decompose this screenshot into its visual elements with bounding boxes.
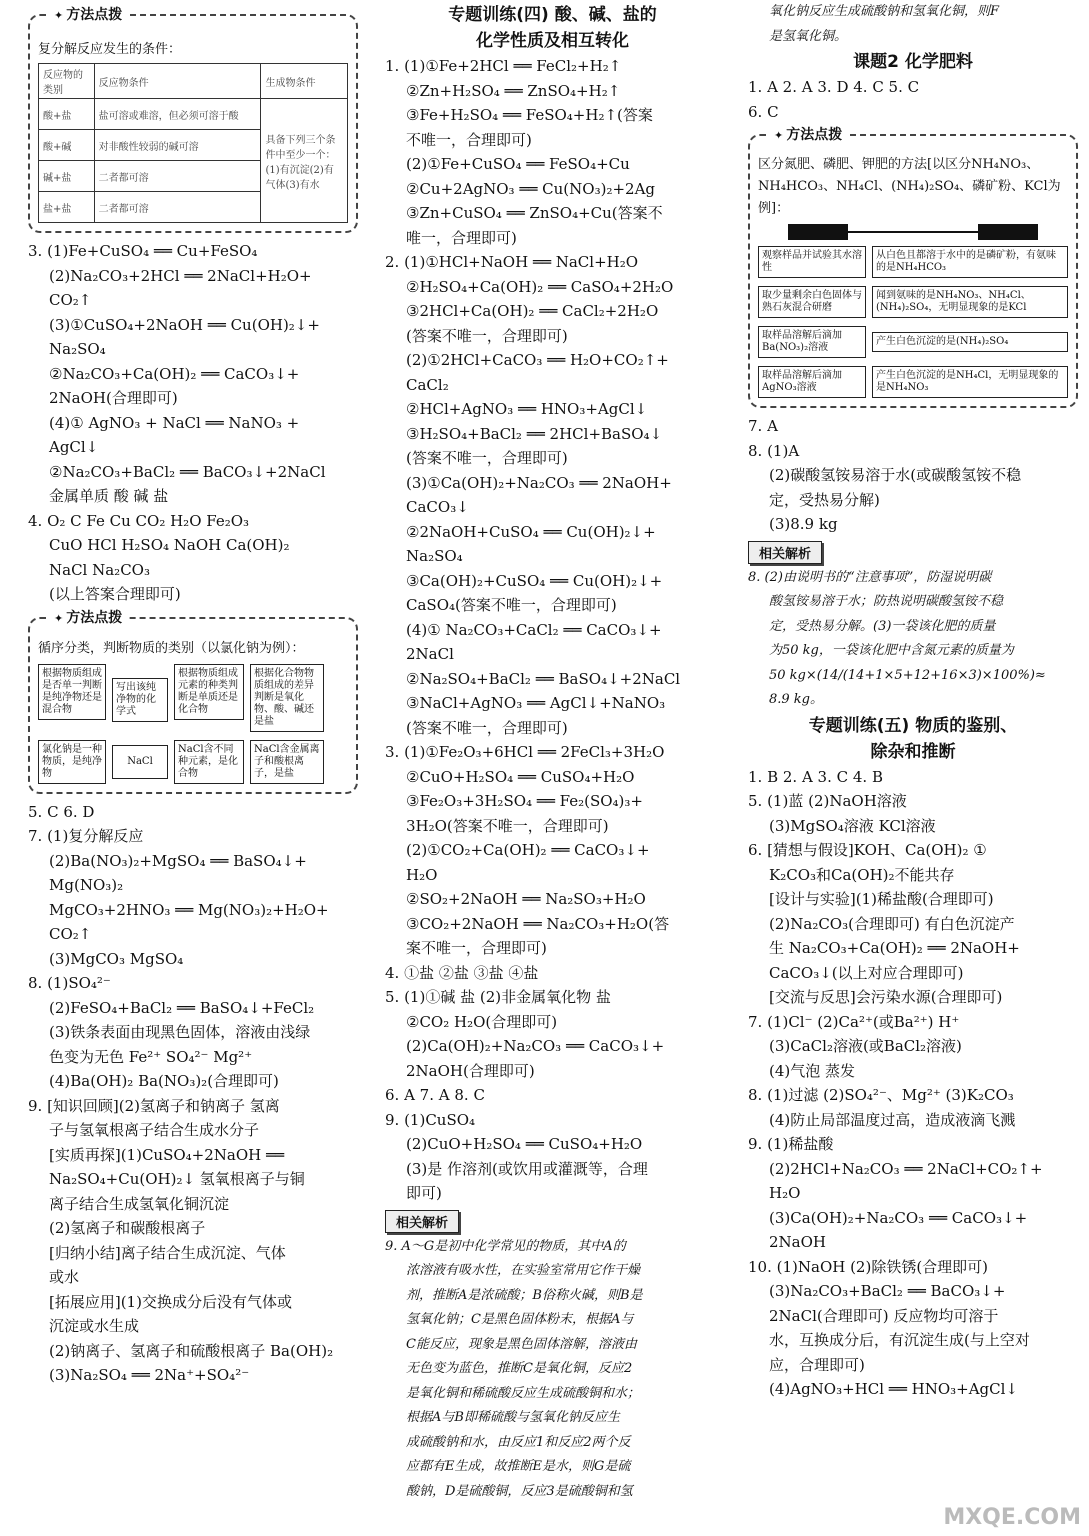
answer-line: 4. ①盐 ②盐 ③盐 ④盐 [385, 963, 539, 982]
answer-line: ②CO₂ H₂O(合理即可) [406, 1012, 558, 1031]
answer-line: [交流与反思]会污染水源(合理即可) [769, 988, 1003, 1006]
method-tip-box-2 [28, 609, 358, 794]
answer-line: ②Cu+2AgNO₃ ══ Cu(NO₃)₂+2Ag [406, 179, 656, 198]
answer-line: (3)①CuSO₄+2NaOH ══ Cu(OH)₂↓+ [49, 315, 320, 334]
answer-line: Na₂SO₄+Cu(OH)₂↓ 氢氧根离子与铜 [49, 1170, 305, 1188]
answer-line: (2)钠离子、氢离子和硫酸根离子 Ba(OH)₂ [49, 1341, 334, 1360]
method-tip-intro: 循序分类，判断物质的类别（以氯化钠为例）： [38, 640, 305, 656]
answer-line: [设计与实验](1)稀盐酸(合理即可) [769, 890, 994, 908]
answer-line: (2)FeSO₄+BaCl₂ ══ BaSO₄↓+FeCl₂ [49, 998, 315, 1017]
table-cell: 生成物条件 [261, 64, 348, 99]
answer-line: 2. (1)①HCl+NaOH ══ NaCl+H₂O [385, 253, 639, 271]
answer-line: 7. (1)Cl⁻ (2)Ca²⁺(或Ba²⁺) H⁺ [748, 1012, 960, 1031]
section-heading: 课题2 化学肥料 [853, 52, 973, 72]
answer-line: 或水 [49, 1268, 80, 1286]
answer-line: (4)① AgNO₃ + NaCl ══ NaNO₃ + [49, 413, 300, 432]
answer-line: (2)①2HCl+CaCO₃ ══ H₂O+CO₂↑+ [406, 351, 669, 369]
analysis-line: 根据A与B即稀硫酸与氢氧化钠反应生 [406, 1410, 620, 1425]
answer-line: (2)Na₂CO₃+2HCl ══ 2NaCl+H₂O+ [49, 266, 312, 285]
answer-line: 生 Na₂CO₃+Ca(OH)₂ ══ 2NaOH+ [769, 939, 1020, 957]
answer-line: ③2HCl+Ca(OH)₂ ══ CaCl₂+2H₂O [406, 302, 659, 320]
connector-line [848, 231, 978, 240]
flow-step: 根据物质组成是否单一判断是纯净物还是混合物 [38, 664, 106, 720]
answer-line: 色变为无色 Fe²⁺ SO₄²⁻ Mg²⁺ [49, 1047, 253, 1066]
result-box: 产生白色沉淀的是(NH₄)₂SO₄ [872, 332, 1068, 352]
flow-result: NaCl含金属离子和酸根离子，是盐 [250, 740, 324, 784]
answer-line: Na₂SO₄ [49, 340, 106, 358]
analysis-line: C能反应，现象是黑色固体溶解，溶液由 [406, 1336, 637, 1352]
table-cell: 酸+盐 [39, 99, 95, 130]
answer-line: ③NaCl+AgNO₃ ══ AgCl↓+NaNO₃ [406, 694, 666, 712]
answer-line: NaCl Na₂CO₃ [49, 560, 150, 579]
answer-line: H₂O [769, 1184, 801, 1202]
answer-line: 1. A 2. A 3. D 4. C 5. C [748, 78, 920, 96]
answer-line: 金属单质 酸 碱 盐 [49, 487, 169, 505]
answers-block-5-9 [28, 800, 358, 1388]
analysis-line: 8.9 kg。 [769, 692, 824, 707]
answer-line: ③Zn+CuSO₄ ══ ZnSO₄+Cu(答案不 [406, 204, 663, 222]
answer-line: CO₂↑ [49, 291, 92, 309]
answer-line: 3. (1)Fe+CuSO₄ ══ Cu+FeSO₄ [28, 242, 258, 260]
fertilizer-step-row [758, 326, 1068, 358]
answers-block-3-4 [28, 239, 358, 607]
method-tip-title: ✦ 方法点拨 [48, 4, 128, 24]
flow-step: 根据化合物物质组成的差异判断是氧化物、酸、碱还是盐 [250, 664, 324, 732]
answer-line: 即可) [406, 1184, 442, 1202]
analysis-line: 9. A～G是初中化学常见的物质，其中A的 [385, 1238, 626, 1254]
analysis-line: 氧化钠反应生成硫酸钠和氢氧化铜，则F [769, 4, 1000, 19]
answer-line: 6. [猜想与假设]KOH、Ca(OH)₂ ① [748, 841, 987, 859]
answer-line: 1. B 2. A 3. C 4. B [748, 767, 883, 786]
answer-line: (3)①Ca(OH)₂+Na₂CO₃ ══ 2NaOH+ [406, 473, 672, 492]
method-tip-box-3 [748, 127, 1078, 408]
analysis-line: 8. (2)由说明书的“注意事项”，防湿说明碳 [748, 569, 992, 585]
answer-line: CaCO₃↓ [406, 498, 469, 516]
result-box: 闻到氨味的是NH₄NO₃、NH₄Cl、(NH₄)₂SO₄，无明显现象的是KCl [872, 286, 1068, 318]
section-heading: 除杂和推断 [870, 741, 956, 762]
answer-line: 7. A [748, 417, 778, 435]
flow-result: 氯化钠是一种物质，是纯净物 [38, 740, 106, 784]
method-tip-title: ✦ 方法点拨 [768, 124, 848, 144]
classification-flow-results [38, 740, 348, 784]
analysis-line: 酸氢铵易溶于水；防热说明碳酸氢铵不稳 [769, 594, 1004, 609]
answer-line: (3)Na₂SO₄ ══ 2Na⁺+SO₄²⁻ [49, 1366, 250, 1384]
analysis-continued [748, 0, 1078, 49]
answer-line: 沉淀或水生成 [49, 1317, 140, 1335]
section-heading: 专题训练(五) 物质的鉴别、 [808, 715, 1018, 736]
column-3 [748, 0, 1078, 1402]
table-cell: 二者都可溶 [94, 192, 261, 223]
analysis-line: 定，受热易分解。(3)一袋该化肥的质量 [769, 618, 996, 634]
answer-line: (3)8.9 kg [769, 515, 838, 533]
answer-line: 9. (1)CuSO₄ [385, 1110, 476, 1129]
method-tip-intro: 区分氮肥、磷肥、钾肥的方法[以区分NH₄NO₃、NH₄HCO₃、NH₄Cl、(NH₄)₂SO₄、磷矿粉、KCl为例]： [758, 157, 1061, 216]
sparkle-icon: ✦ [54, 611, 64, 625]
analysis-line: 浓溶液有吸水性，在实验室常用它作干燥 [406, 1263, 641, 1278]
answer-line: [归纳小结]离子结合生成沉淀、气体 [49, 1243, 286, 1262]
answer-line: (4)防止局部温度过高，造成液滴飞溅 [769, 1110, 1016, 1129]
table-cell: 反应物的类别 [39, 64, 95, 99]
answer-line: ②H₂SO₄+Ca(OH)₂ ══ CaSO₄+2H₂O [406, 277, 674, 296]
analysis-block [385, 1235, 720, 1505]
answer-line: (3)MgSO₄溶液 KCl溶液 [769, 816, 936, 835]
answer-line: 2NaOH(合理即可) [49, 389, 178, 407]
answer-line: (以上答案合理即可) [49, 585, 181, 603]
table-cell: 反应物条件 [94, 64, 261, 99]
answer-line: 2NaOH [769, 1233, 826, 1251]
analysis-line: 应都有E生成，故推断E是水，则G是硫 [406, 1459, 631, 1474]
answer-line: CaSO₄(答案不唯一，合理即可) [406, 596, 617, 614]
answer-line: (4)① Na₂CO₃+CaCl₂ ══ CaCO₃↓+ [406, 620, 662, 639]
answer-line: (3)铁条表面由现黑色固体，溶液由浅绿 [49, 1023, 311, 1041]
answer-line: 6. C [748, 102, 779, 121]
analysis-line: 剂，推断A是浓硫酸；B俗称火碱，则B是 [406, 1287, 643, 1303]
answer-line: (3)Na₂CO₃+BaCl₂ ══ BaCO₃↓+ [769, 1282, 1006, 1300]
answer-line: 3H₂O(答案不唯一，合理即可) [406, 816, 609, 835]
flow-step: 根据物质组成元素的种类判断是单质还是化合物 [174, 664, 244, 720]
answer-line: (2)①Fe+CuSO₄ ══ FeSO₄+Cu [406, 155, 630, 173]
sample-block [978, 224, 1038, 240]
answer-line: 2NaCl(合理即可) 反应物均可溶于 [769, 1306, 999, 1325]
analysis-line: 是氧化铜和稀硫酸反应生成硫酸铜和水； [406, 1385, 641, 1401]
table-cell: 盐+盐 [39, 192, 95, 223]
answer-line: ②HCl+AgNO₃ ══ HNO₃+AgCl↓ [406, 400, 648, 418]
answer-line: 7. (1)复分解反应 [28, 827, 144, 845]
answer-line: (3)Ca(OH)₂+Na₂CO₃ ══ CaCO₃↓+ [769, 1208, 1028, 1227]
answer-line: 水，互换成分后，有沉淀生成(与上空对 [769, 1331, 1030, 1349]
table-cell: 二者都可溶 [94, 161, 261, 192]
answer-line: 不唯一，合理即可) [406, 130, 532, 149]
answer-line: AgCl↓ [49, 438, 99, 456]
method-tip-intro: 复分解反应发生的条件： [38, 42, 182, 57]
answer-line: ②2NaOH+CuSO₄ ══ Cu(OH)₂↓+ [406, 522, 656, 541]
step-box: 取少量剩余白色固体与熟石灰混合研磨 [758, 286, 866, 318]
answer-line: Mg(NO₃)₂ [49, 876, 124, 894]
sparkle-icon: ✦ [774, 129, 784, 142]
answer-line: CaCl₂ [406, 375, 449, 394]
answer-line: 1. (1)①Fe+2HCl ══ FeCl₂+H₂↑ [385, 57, 622, 75]
answer-line: 2NaOH(合理即可) [406, 1061, 535, 1080]
reaction-condition-table [38, 63, 348, 223]
answer-line: 6. A 7. A 8. C [385, 1086, 485, 1104]
answers-block [748, 765, 1078, 1402]
answer-line: 子与氢氧根离子结合生成水分子 [49, 1121, 260, 1139]
answer-line: 5. C 6. D [28, 802, 95, 821]
answer-line: ③Ca(OH)₂+CuSO₄ ══ Cu(OH)₂↓+ [406, 571, 663, 590]
flow-result: NaCl含不同种元素，是化合物 [174, 740, 244, 784]
answer-line: ③H₂SO₄+BaCl₂ ══ 2HCl+BaSO₄↓ [406, 424, 663, 443]
answer-line: ③CO₂+2NaOH ══ Na₂CO₃+H₂O(答 [406, 914, 670, 933]
table-cell: 碱+盐 [39, 161, 95, 192]
answer-line: 9. [知识回顾](2)氢离子和钠离子 氢离 [28, 1096, 280, 1115]
analysis-line: 成硫酸钠和水，由反应1和反应2两个反 [406, 1434, 631, 1450]
analysis-tag: 相关解析 [748, 541, 822, 564]
step-box: 取样品溶解后滴加AgNO₃溶液 [758, 366, 866, 398]
answer-line: 8. (1)A [748, 441, 800, 460]
method-tip-box-1 [28, 7, 358, 233]
answer-line: CO₂↑ [49, 925, 92, 943]
answer-line: (3)是 作溶剂(或饮用或灌溉等，合理 [406, 1159, 648, 1178]
answer-line: (4)气泡 蒸发 [769, 1061, 856, 1080]
answer-line: 定，受热易分解) [769, 490, 880, 509]
answer-line: ②Zn+H₂SO₄ ══ ZnSO₄+H₂↑ [406, 81, 621, 100]
answer-line: CuO HCl H₂SO₄ NaOH Ca(OH)₂ [49, 536, 290, 554]
answer-line: [实质再探](1)CuSO₄+2NaOH ══ [49, 1145, 285, 1164]
answer-line: 应，合理即可) [769, 1355, 865, 1374]
analysis-line: 酸钠，D是硫酸铜，反应3是硫酸铜和氢 [406, 1483, 633, 1499]
answer-line: (4)AgNO₃+HCl ══ HNO₃+AgCl↓ [769, 1380, 1019, 1398]
answer-line: (2)Na₂CO₃(合理即可) 有白色沉淀产 [769, 914, 1015, 933]
answer-line: ②CuO+H₂SO₄ ══ CuSO₄+H₂O [406, 767, 635, 786]
answer-line: (答案不唯一，合理即可) [406, 326, 568, 345]
table-cell: 盐可溶或难溶，但必须可溶于酸 [94, 99, 261, 130]
analysis-block [748, 566, 1078, 713]
answer-line: (2)①CO₂+Ca(OH)₂ ══ CaCO₃↓+ [406, 841, 650, 859]
flow-result: NaCl [112, 745, 168, 779]
analysis-line: 是氢氧化铜。 [769, 28, 848, 44]
answer-line: 3. (1)①Fe₂O₃+6HCl ══ 2FeCl₃+3H₂O [385, 743, 665, 761]
fertilizer-step-row [758, 366, 1068, 398]
analysis-line: 无色变为蓝色，推断C是氧化铜，反应2 [406, 1361, 633, 1376]
answers-block [385, 54, 720, 1206]
fertilizer-step-row [758, 286, 1068, 318]
analysis-line: 氢氧化钠；C是黑色固体粉末，根据A与 [406, 1312, 634, 1327]
answer-line: ②SO₂+2NaOH ══ Na₂SO₃+H₂O [406, 890, 646, 908]
answer-line: (2)Ca(OH)₂+Na₂CO₃ ══ CaCO₃↓+ [406, 1037, 665, 1055]
answer-line: ②Na₂SO₄+BaCl₂ ══ BaSO₄↓+2NaCl [406, 669, 681, 688]
answer-line: Na₂SO₄ [406, 547, 463, 565]
answer-line: 8. (1)过滤 (2)SO₄²⁻、Mg²⁺ (3)K₂CO₃ [748, 1086, 1014, 1104]
result-box: 从白色且都溶于水中的是磷矿粉，有氨味的是NH₄HCO₃ [872, 246, 1068, 278]
flow-step: 写出该纯净物的化学式 [112, 678, 168, 722]
answer-line: (2)2HCl+Na₂CO₃ ══ 2NaCl+CO₂↑+ [769, 1159, 1043, 1178]
section-heading: 化学性质及相互转化 [476, 31, 629, 51]
answer-line: 唯一，合理即可) [406, 228, 517, 247]
answer-line: (2)CuO+H₂SO₄ ══ CuSO₄+H₂O [406, 1135, 643, 1153]
classification-flow-steps [38, 664, 348, 732]
answer-line: ③Fe₂O₃+3H₂SO₄ ══ Fe₂(SO₄)₃+ [406, 792, 643, 810]
column-1 [28, 0, 358, 1388]
analysis-line: 为50 kg，一袋该化肥中含氮元素的质量为 [769, 643, 1014, 658]
step-box: 取样品溶解后滴加Ba(NO₃)₂溶液 [758, 326, 866, 358]
section-heading: 专题训练(四) 酸、碱、盐的 [448, 5, 657, 25]
answer-line: ③Fe+H₂SO₄ ══ FeSO₄+H₂↑(答案 [406, 106, 653, 124]
answer-line: (答案不唯一，合理即可) [406, 449, 568, 467]
table-cell: 对非酸性较弱的碱可溶 [94, 130, 261, 161]
answer-line: 案不唯一，合理即可) [406, 939, 547, 957]
answer-line: H₂O [406, 865, 438, 884]
answer-line: ②Na₂CO₃+BaCl₂ ══ BaCO₃↓+2NaCl [49, 462, 326, 481]
sparkle-icon: ✦ [54, 9, 64, 22]
fertilizer-step-row [758, 246, 1068, 278]
answer-line: MgCO₃+2HNO₃ ══ Mg(NO₃)₂+H₂O+ [49, 900, 329, 919]
answer-line: CaCO₃↓(以上对应合理即可) [769, 963, 964, 982]
answer-line: 10. (1)NaOH (2)除铁锈(合理即可) [748, 1257, 989, 1276]
answer-line: 8. (1)SO₄²⁻ [28, 974, 111, 992]
answer-line: (2)氢离子和碳酸根离子 [49, 1219, 206, 1237]
answer-line: (2)Ba(NO₃)₂+MgSO₄ ══ BaSO₄↓+ [49, 851, 307, 870]
answer-line: (4)Ba(OH)₂ Ba(NO₃)₂(合理即可) [49, 1072, 279, 1090]
column-2 [385, 0, 720, 1504]
watermark-logo: MXQE.COM [943, 1505, 1081, 1530]
answer-line: 4. O₂ C Fe Cu CO₂ H₂O Fe₂O₃ [28, 511, 250, 530]
table-cell: 酸+碱 [39, 130, 95, 161]
answer-line: (3)MgCO₃ MgSO₄ [49, 949, 184, 968]
sample-block [788, 224, 848, 240]
analysis-line: 50 kg×(14/(14+1×5+12+16×3)×100%)≈ [769, 667, 1046, 683]
answer-line: K₂CO₃和Ca(OH)₂不能共存 [769, 865, 955, 884]
answer-line: (2)碳酸氢铵易溶于水(或碳酸氢铵不稳 [769, 466, 1022, 484]
sample-bar [788, 224, 1038, 240]
result-box: 产生白色沉淀的是NH₄Cl，无明显现象的是NH₄NO₃ [872, 366, 1068, 398]
answer-line: 5. (1)蓝 (2)NaOH溶液 [748, 792, 907, 810]
answer-line: 2NaCl [406, 645, 454, 663]
answer-line: 离子结合生成氢氧化铜沉淀 [49, 1194, 230, 1213]
analysis-tag: 相关解析 [385, 1210, 459, 1233]
table-cell: 具备下列三个条件中至少一个：(1)有沉淀(2)有气体(3)有水 [261, 99, 348, 223]
step-box: 观察样品并试验其水溶性 [758, 246, 866, 278]
answer-line: ②Na₂CO₃+Ca(OH)₂ ══ CaCO₃↓+ [49, 364, 300, 383]
answer-line: (3)CaCl₂溶液(或BaCl₂溶液) [769, 1037, 962, 1055]
answer-line: (答案不唯一，合理即可) [406, 718, 568, 737]
method-tip-title: ✦ 方法点拨 [48, 607, 128, 627]
answer-line: 9. (1)稀盐酸 [748, 1135, 834, 1153]
answer-line: 5. (1)①碱 盐 (2)非金属氧化物 盐 [385, 988, 611, 1006]
answer-line: [拓展应用](1)交换成分后没有气体或 [49, 1292, 292, 1311]
